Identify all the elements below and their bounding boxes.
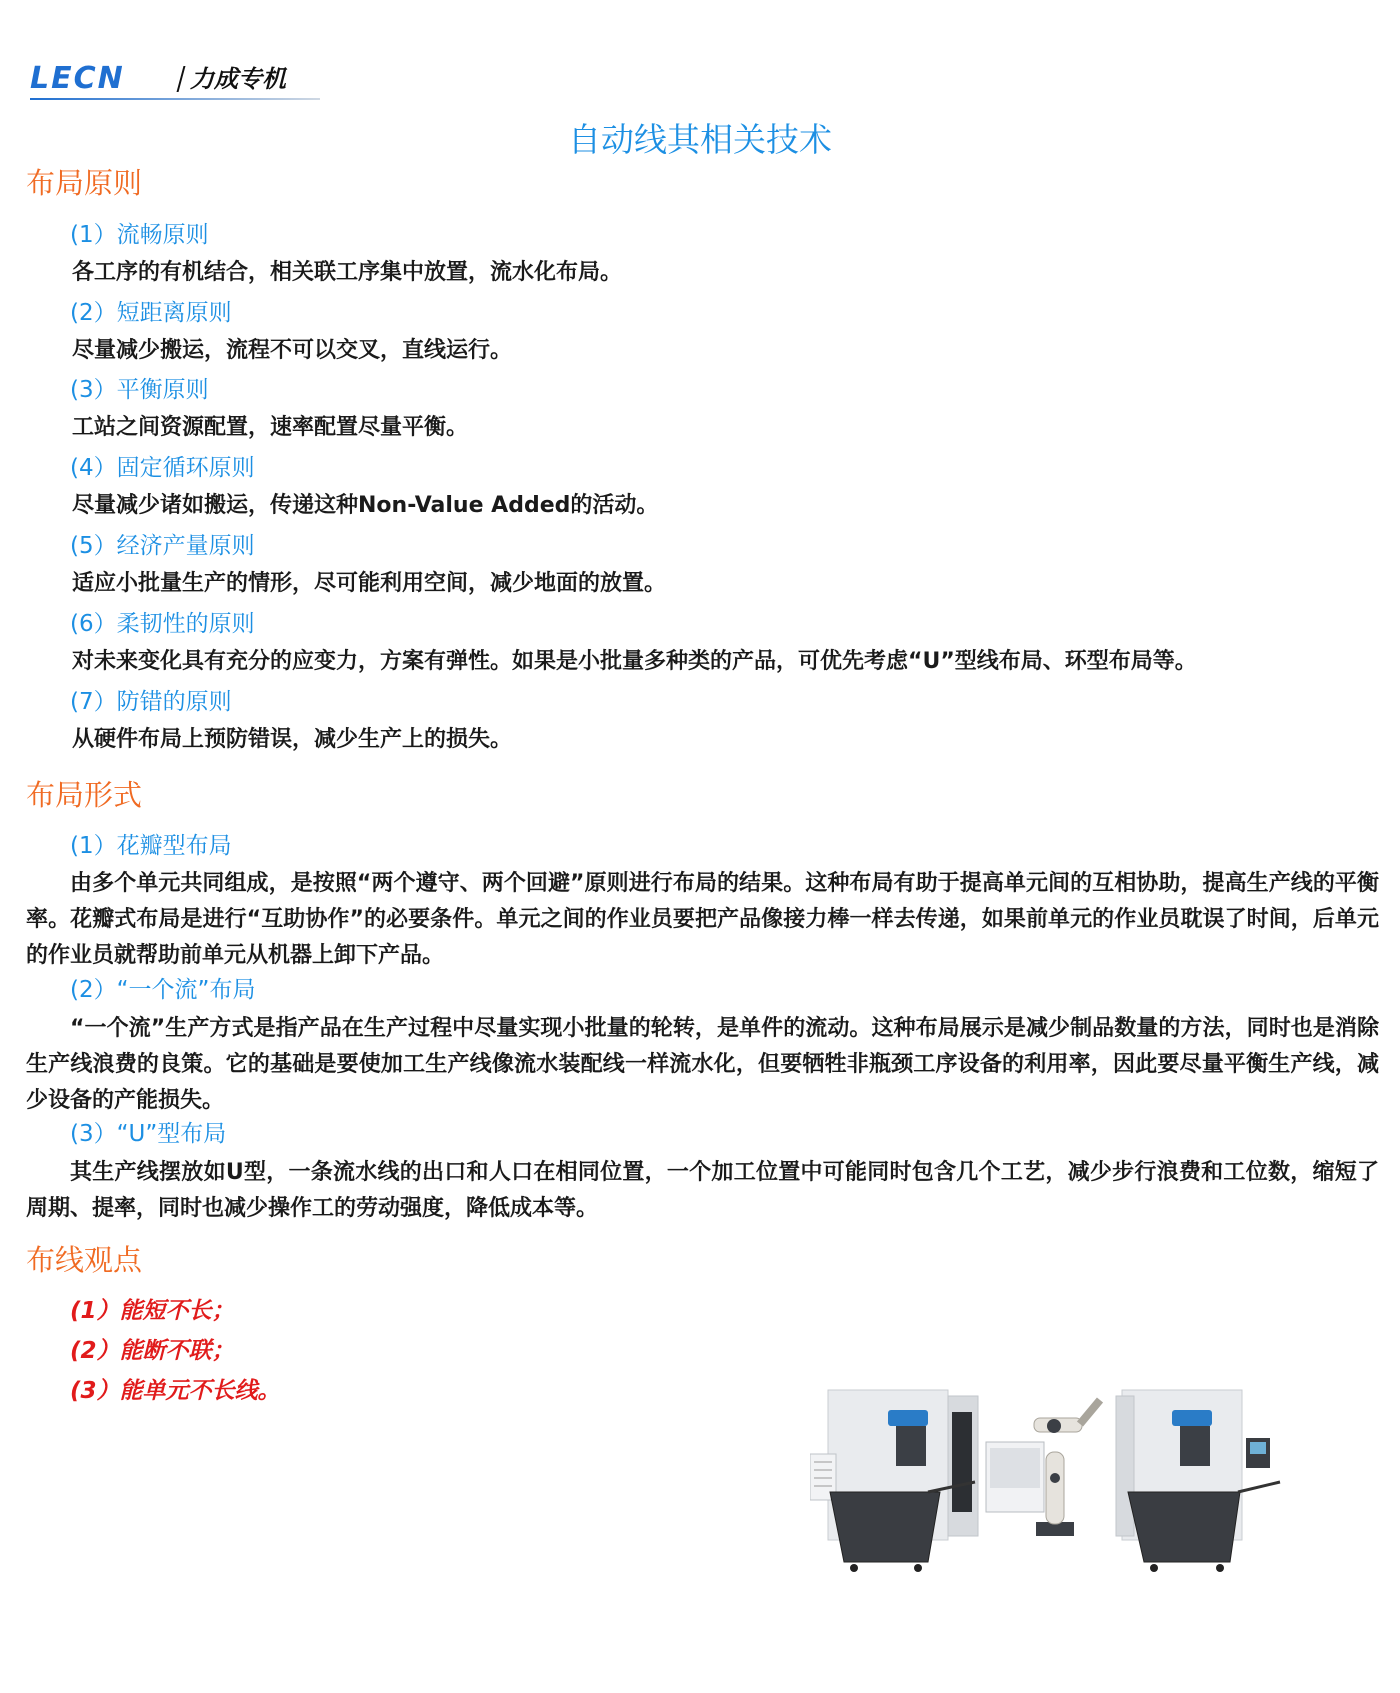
principle-text: 各工序的有机结合，相关联工序集中放置，流水化布局。 xyxy=(72,260,623,285)
logo-separator xyxy=(177,66,186,92)
form-text: 其生产线摆放如U型，一条流水线的出口和人口在相同位置，一个加工位置中可能同时包含几个工艺，减少步行浪费和工位数，缩短了周期、提率，同时也减少操作工的劳动强度，降低成本等。 xyxy=(26,1160,1379,1221)
form-text: 由多个单元共同组成，是按照“两个遵守、两个回避”原则进行布局的结果。这种布局有助于提高单元间的互相协助，提高生产线的平衡率。花瓣式布局是进行“互助协作”的必要条件。单元之间的作业员要把产品像接力棒一样去传递，如果前单元的作业员耽误了时间，后单元的作业员就帮助前单元从机器上卸下产品。 xyxy=(26,871,1379,968)
principle-label: (7）防错的原则 xyxy=(70,689,232,715)
principle-text: 尽量减少诸如搬运，传递这种Non-Value Added的活动。 xyxy=(72,493,659,518)
view-item: (2）能断不联； xyxy=(70,1338,235,1364)
principle-label: (5）经济产量原则 xyxy=(70,533,255,559)
logo-latin: LECN xyxy=(30,61,125,96)
principle-text: 尽量减少搬运，流程不可以交叉，直线运行。 xyxy=(72,338,513,363)
cnc-machine-right xyxy=(1116,1390,1280,1572)
principle-text: 工站之间资源配置，速率配置尽量平衡。 xyxy=(72,415,469,440)
principle-label: (6）柔韧性的原则 xyxy=(70,611,255,637)
principle-label: (2）短距离原则 xyxy=(70,300,232,326)
principle-text: 从硬件布局上预防错误，减少生产上的损失。 xyxy=(72,727,513,752)
machine-line-illustration xyxy=(810,1382,1310,1594)
principle-label: (3）平衡原则 xyxy=(70,377,209,403)
form-label: (1）花瓣型布局 xyxy=(70,833,232,859)
section-heading-forms: 布局形式 xyxy=(26,778,143,812)
form-text: “一个流”生产方式是指产品在生产过程中尽量实现小批量的轮转，是单件的流动。这种布局展示是减少制品数量的方法，同时也是消除生产线浪费的良策。它的基础是要使加工生产线像流水装配线一样流水化，但要牺牲非瓶颈工序设备的利用率，因此要尽量平衡生产线，减少设备的产能损失。 xyxy=(26,1016,1379,1113)
section-heading-views: 布线观点 xyxy=(26,1243,143,1277)
principle-text: 适应小批量生产的情形，尽可能利用空间，减少地面的放置。 xyxy=(72,571,667,596)
form-label: (3）“U”型布局 xyxy=(70,1121,227,1147)
form-label: (2）“一个流”布局 xyxy=(70,977,256,1003)
principle-label: (4）固定循环原则 xyxy=(70,455,255,481)
principle-text: 对未来变化具有充分的应变力，方案有弹性。如果是小批量多种类的产品，可优先考虑“U”型线布局、环型布局等。 xyxy=(72,649,1197,674)
principle-label: (1）流畅原则 xyxy=(70,222,209,248)
logo-chinese: 力成专机 xyxy=(190,65,286,93)
cnc-machine-left xyxy=(810,1390,978,1572)
brand-logo xyxy=(30,62,300,96)
view-item: (3）能单元不长线。 xyxy=(70,1378,281,1404)
logo-underline xyxy=(30,98,320,100)
page-title: 自动线其相关技术 xyxy=(568,120,832,159)
view-item: (1）能短不长； xyxy=(70,1298,235,1324)
section-heading-principles: 布局原则 xyxy=(26,166,143,200)
robot-arm xyxy=(986,1400,1100,1536)
